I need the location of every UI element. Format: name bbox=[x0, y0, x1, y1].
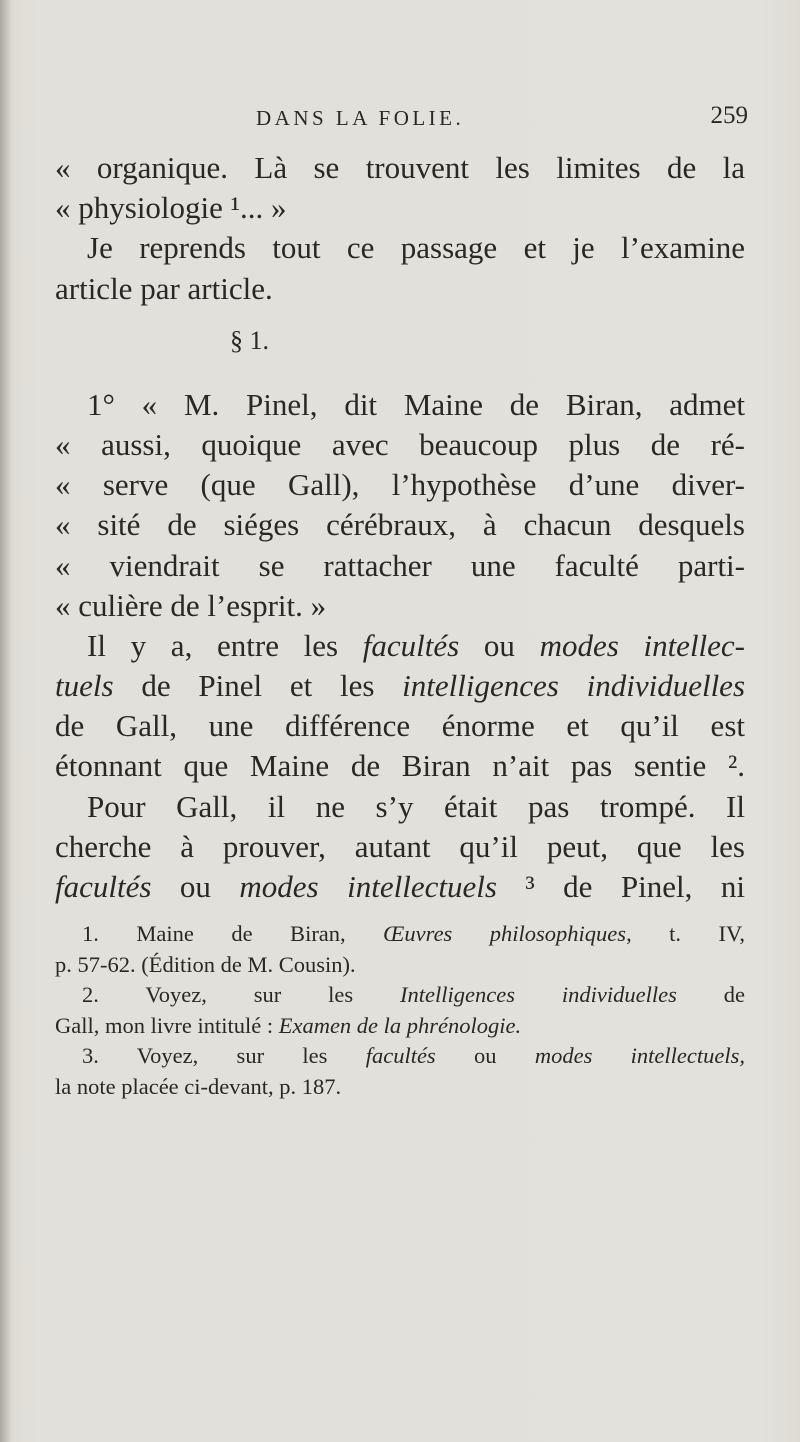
italic-term: modes intellec- bbox=[539, 627, 746, 663]
italic-term: intelligences individuelles bbox=[402, 668, 746, 704]
body-line: Il y a, entre les facultés ou modes intellec- bbox=[87, 627, 746, 663]
body-line: « sité de siéges cérébraux, à chacun desquels bbox=[55, 507, 745, 543]
italic-title: Œuvres philosophiques bbox=[383, 921, 627, 947]
body-line: « serve (que Gall), l’hypothèse d’une diver- bbox=[55, 467, 745, 503]
footnote-line: 2. Voyez, sur les Intelligences individuelles de bbox=[82, 982, 745, 1008]
page-number: 259 bbox=[710, 102, 748, 129]
section-heading: § 1. bbox=[230, 325, 269, 355]
italic-title: Intelligences individuelles bbox=[400, 982, 677, 1008]
body-line: cherche à prouver, autant qu’il peut, que les bbox=[55, 828, 745, 864]
body-line: 1° « M. Pinel, dit Maine de Biran, admet bbox=[87, 386, 745, 422]
body-line: tuels de Pinel et les intelligences individuelles bbox=[55, 668, 746, 704]
italic-term: facultés bbox=[365, 1043, 436, 1069]
footnotes bbox=[55, 919, 745, 1102]
footnote-line: 3. Voyez, sur les facultés ou modes intellectuels, bbox=[82, 1043, 745, 1069]
body-line: de Gall, une différence énorme et qu’il est bbox=[55, 708, 745, 744]
body-line: « aussi, quoique avec beaucoup plus de ré- bbox=[55, 426, 745, 462]
italic-term: modes intellectuels, bbox=[534, 1043, 745, 1069]
running-head bbox=[55, 98, 748, 148]
italic-term: facultés bbox=[362, 627, 460, 663]
binding-shadow bbox=[0, 0, 10, 1442]
footnote-line: Gall, mon livre intitulé : Examen de la phrénologie. bbox=[55, 1012, 522, 1038]
footnote-line: la note placée ci-devant, p. 187. bbox=[55, 1073, 342, 1099]
footnote-line: p. 57-62. (Édition de M. Cousin). bbox=[55, 951, 356, 977]
italic-title: Examen de la phrénologie. bbox=[278, 1012, 522, 1038]
text-block bbox=[55, 98, 748, 1102]
italic-term: facultés bbox=[55, 869, 152, 904]
body-line: « viendrait se rattacher une faculté parti- bbox=[55, 547, 745, 583]
body-line: « organique. Là se trouvent les limites de la bbox=[55, 150, 745, 185]
italic-term: modes intellectuels bbox=[239, 869, 497, 904]
running-title: DANS LA FOLIE. bbox=[256, 106, 465, 130]
footnote-line: 1. Maine de Biran, Œuvres philosophiques, t. IV, bbox=[82, 921, 746, 947]
body-line: Je reprends tout ce passage et je l’examine bbox=[87, 230, 745, 266]
body-line: facultés ou modes intellectuels ³ de Pinel, ni bbox=[55, 869, 746, 904]
body-line: article par article. bbox=[55, 270, 273, 306]
body-line: « physiologie ¹... » bbox=[55, 190, 287, 226]
italic-term: tuels bbox=[55, 668, 114, 704]
body-line: « culière de l’esprit. » bbox=[55, 587, 327, 623]
footnote-ref: ³ bbox=[496, 869, 535, 904]
body-line: Pour Gall, il ne s’y était pas trompé. Il bbox=[87, 788, 745, 824]
body-line: étonnant que Maine de Biran n’ait pas sentie ². bbox=[55, 748, 745, 784]
